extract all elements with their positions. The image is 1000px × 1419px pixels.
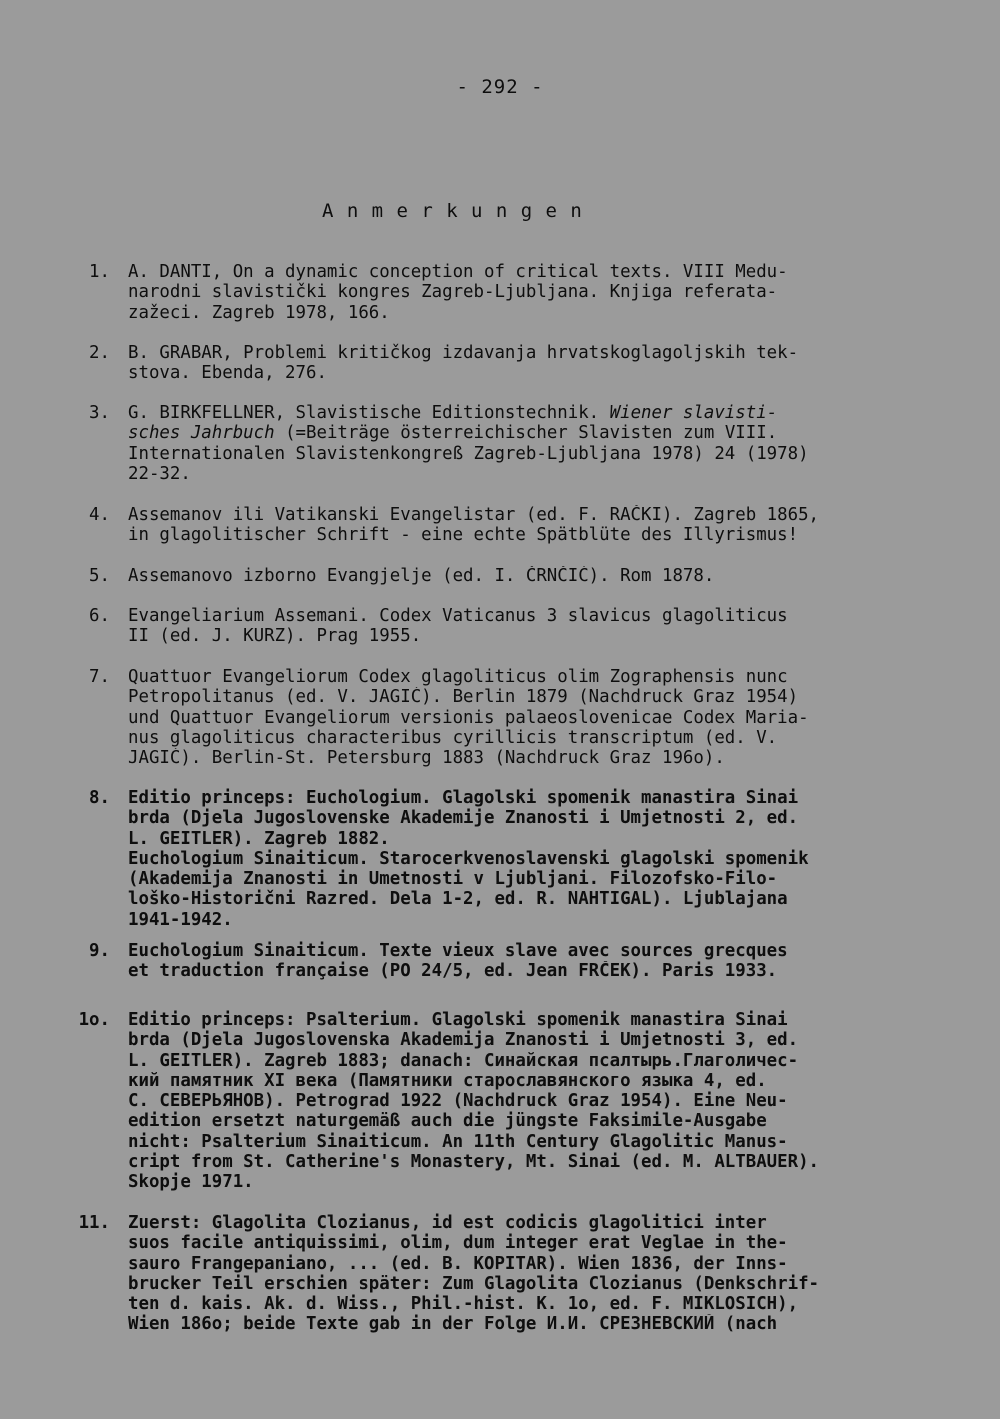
footnote-line: Skopje 1971.	[128, 1172, 254, 1193]
footnote-number: 9.	[89, 941, 110, 961]
footnote-line: С. СЕВЕРЬЯНОВ). Petrograd 1922 (Nachdruck Graz 1954). Eine Neu-	[128, 1091, 788, 1112]
footnote-line: cript from St. Catherine's Monastery, Mt. Sinai (ed. M. ALTBAUER).	[128, 1152, 820, 1173]
footnote-line: Zuerst: Glagolita Clozianus, id est codicis glagolitici inter	[128, 1213, 767, 1233]
footnote-line: brda (Djela Jugoslovenske Akademije Znanosti i Umjetnosti 2, ed.	[128, 808, 799, 829]
footnote-line: loško-Historični Razred. Dela 1-2, ed. R. NAHTIGAL). Ljublajana	[128, 889, 788, 910]
footnote-number: 1.	[89, 262, 110, 282]
footnote-line: in glagolitischer Schrift - eine echte Spätblüte des Illyrismus!	[128, 525, 799, 546]
footnote-number: 7.	[89, 667, 110, 687]
footnote-line: Euchologium Sinaiticum. Starocerkvenoslavenski glagolski spomenik	[128, 848, 809, 869]
footnote-number: 8.	[89, 788, 110, 808]
footnote-number: 4.	[89, 505, 110, 525]
footnote-line: et traduction française (PO 24/5, ed. Jean FRČEK). Paris 1933.	[128, 961, 778, 982]
section-heading: Anmerkungen	[322, 200, 596, 222]
footnote-line: stova. Ebenda, 276.	[128, 363, 327, 384]
footnote-line: Euchologium Sinaiticum. Texte vieux slave avec sources grecques	[128, 941, 788, 961]
footnote-line: nus glagoliticus characteribus cyrillicis transcriptum (ed. V.	[128, 727, 778, 748]
footnote-line: und Quattuor Evangeliorum versionis palaeoslovenicae Codex Maria-	[128, 707, 809, 728]
footnote-line: Assemanov ili Vatikanski Evangelistar (ed. F. RAČKI). Zagreb 1865,	[128, 505, 820, 525]
footnote-line: narodni slavistički kongres Zagreb-Ljubljana. Knjiga referata-	[128, 282, 778, 303]
footnote-line: nicht: Psalterium Sinaiticum. An 11th Century Glagolitic Manus-	[128, 1131, 788, 1152]
footnote-line: L. GEITLER). Zagreb 1882.	[128, 828, 390, 849]
footnote-number: 3.	[89, 403, 110, 423]
footnote-line: suos facile antiquissimi, olim, dum integer erat Veglae in the-	[128, 1233, 788, 1254]
footnote-number: 2.	[89, 343, 110, 363]
footnote-line: zažeci. Zagreb 1978, 166.	[128, 302, 390, 323]
footnote-line: Internationalen Slavistenkongreß Zagreb-Ljubljana 1978) 24 (1978)	[128, 443, 809, 464]
footnote-line: кий памятник XI века (Памятники старославянского языка 4, ed.	[128, 1070, 767, 1091]
footnote-number: 5.	[89, 566, 110, 586]
footnote-line: ten d. kais. Ak. d. Wiss., Phil.-hist. K. 1o, ed. F. MIKLOSICH),	[128, 1294, 799, 1315]
footnote-line: Quattuor Evangeliorum Codex glagoliticus olim Zographensis nunc	[128, 667, 788, 687]
footnote-line: II (ed. J. KURZ). Prag 1955.	[128, 626, 422, 647]
footnote-line: (Akademija Znanosti in Umetnosti v Ljubljani. Filozofsko-Filo-	[128, 869, 778, 890]
footnote-line	[128, 403, 988, 423]
footnote-text: G. BIRKFELLNER, Slavistische Editionstechnik.	[128, 403, 600, 423]
journal-title: sches Jahrbuch	[128, 423, 275, 444]
footnote-number: 6.	[89, 606, 110, 626]
footnote-line	[128, 423, 988, 443]
footnote-line: Editio princeps: Euchologium. Glagolski spomenik manastira Sinai	[128, 788, 799, 808]
page-number: - 292 -	[456, 76, 544, 98]
footnote-text: (=Beiträge österreichischer Slavisten zum VIII.	[285, 423, 778, 444]
footnote-line: brucker Teil erschien später: Zum Glagolita Clozianus (Denkschrif-	[128, 1273, 820, 1294]
footnote-line: sauro Frangepaniano, ... (ed. B. KOPITAR). Wien 1836, der Inns-	[128, 1253, 788, 1274]
footnote-line: Wien 186o; beide Texte gab in der Folge И.И. СРЕЗНЕВСКИЙ (nach	[128, 1314, 778, 1335]
footnote-line: Evangeliarium Assemani. Codex Vaticanus 3 slavicus glagoliticus	[128, 606, 788, 626]
footnote-line: B. GRABAR, Problemi kritičkog izdavanja hrvatskoglagoljskih tek-	[128, 343, 799, 363]
footnote-number: 11.	[78, 1213, 110, 1233]
footnote-line: A. DANTI, On a dynamic conception of critical texts. VIII Medu-	[128, 262, 788, 282]
footnote-number: 1o.	[78, 1010, 110, 1030]
footnote-line: L. GEITLER). Zagreb 1883; danach: Синайская псалтырь.Глаголичес-	[128, 1050, 799, 1071]
footnote-line: Petropolitanus (ed. V. JAGIĆ). Berlin 1879 (Nachdruck Graz 1954)	[128, 687, 799, 708]
footnote-line: 1941-1942.	[128, 909, 233, 930]
footnote-line: Assemanovo izborno Evangjelje (ed. I. ČRNČIĆ). Rom 1878.	[128, 566, 715, 586]
footnote-line: 22-32.	[128, 463, 191, 484]
footnote-line: Editio princeps: Psalterium. Glagolski spomenik manastira Sinai	[128, 1010, 788, 1030]
footnote-line: brda (Djela Jugoslovenska Akademija Znanosti i Umjetnosti 3, ed.	[128, 1030, 799, 1051]
footnote-line: JAGIĆ). Berlin-St. Petersburg 1883 (Nachdruck Graz 196o).	[128, 748, 725, 769]
journal-title: Wiener slavisti-	[609, 403, 778, 423]
footnote-line: edition ersetzt naturgemäß auch die jüngste Faksimile-Ausgabe	[128, 1111, 767, 1132]
